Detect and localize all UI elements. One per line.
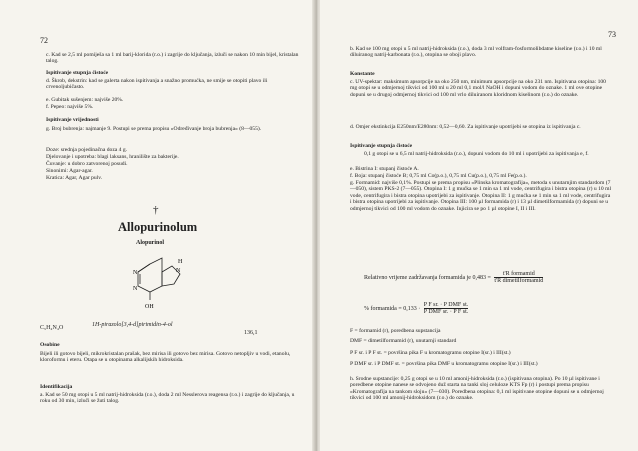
item-f-text: f. Pepeo: najviše 5%. (46, 104, 94, 110)
monograph-title: Allopurinolum (118, 220, 198, 234)
structure-diagram (130, 250, 200, 312)
rrt-prefix: Relativno vrijeme zadržavanja formamida je 0,483 = (364, 274, 491, 281)
heading-identification: Identifikacija (40, 384, 73, 390)
pct-denominator: P DMF sr. · P F st. (423, 309, 469, 315)
item-f-text: f. Boja: stupanj čistoće B; 0,75 ml Co(p.o.), 0,75 ml Cu(p.o.), 0,75 ml Fe(p.o.). (350, 173, 527, 179)
definition-pdmf: P DMF sr. i P DMF st. = površina pika DMF u kromatogramu otopine I(sr.) i III(st.) (350, 361, 538, 367)
rrt-denominator: t'R dimetilformamid (494, 278, 544, 284)
definition-f: F = formamid (r), poredbena supstancija (350, 328, 441, 334)
pct-prefix: % formamida = 0,133 · (364, 305, 421, 312)
heading-purity: Ispitivanje stupnja čistoće (350, 143, 413, 149)
atom-oh-label: OH (145, 304, 154, 310)
atom-h-label: H (178, 259, 183, 265)
action-text: Djelovanje i upotreba: blagi laksans, hranilište za bakterije. (46, 154, 179, 160)
item-a-text: a. Kad se 50 mg otopi u 5 ml natrij-hidroksida (r.o.), doda 2 ml Nesslerova reagensa (r.o.) i zagrije do ključanja, u roku od 30 min, izluči se žuti talog. (40, 392, 295, 405)
atom-n3-label: N (176, 268, 181, 274)
rrt-equation (364, 271, 543, 284)
item-d-text: d. Omjer ekstinkcija E250nm/E280nm: 0,52—0,60. Za ispitivanje upotrijebi se otopina iz ispitivanja c. (350, 124, 581, 130)
atom-n2-label: N (133, 286, 138, 292)
atom-n1-label: N (133, 270, 138, 276)
heading-assay: Ispitivanje vrijednosti (46, 117, 99, 123)
page-number: 72 (40, 36, 48, 45)
doses-text: Doze: srednja pojedinačna doza 4 g. (46, 147, 128, 153)
monograph-subtitle: Alopurinol (136, 240, 165, 246)
iupac-name: 1H-pirazolo[3,4-d]pirimidin-4-ol (92, 322, 173, 328)
definition-pf: P F sr. i P F st. = površina pika F u kromatogramu otopine I(sr.) i III(st.) (350, 350, 511, 356)
molecular-formula: C₅H₄N₄O (40, 325, 64, 331)
molecular-weight: 136,1 (244, 330, 258, 336)
pct-fraction (424, 302, 469, 315)
right-page (320, 0, 638, 451)
pct-numerator: P F sr. · P DMF st. (423, 302, 469, 308)
rrt-fraction (494, 271, 543, 284)
formamide-equation (364, 302, 468, 315)
item-g-text: g. Formamid: najviše 0,1%. Postupi se prema propisu »Plinska kromatografija«, metoda s unutarnjim standardom (7—050), sistem PKS-2 (7—055). Otopina I: 1 g mućka se 1 min sa 1 ml vode, centrifugira i bistra otopina (r) u 10 ml vode, centrifugira i bistra otopina upotrijebi za ispitivanje. Otopina II: 1 g mućka se 1 min sa 1 ml vode, centrifugira i bistra otopina upotrijebi za ispitivanje. Otopina III: 100 µl formamida (r) i 13 µl dimetilformamida (r) dopuni se u odmjernoj tikvici od 100 ml vodom do oznake. Injicira se po 1 µl otopine I, II i III. (350, 180, 611, 212)
synonyms-text: Sinonimi: Agar-agar. (46, 168, 93, 174)
item-e-text: e. Bistrina I: stupanj čistoće A. (350, 166, 419, 172)
item-h-text: h. Srodne supstancije: 0,25 g otopi se u 10 ml amonij-hidroksida (r.o.) (ispitivana otopina). Po 10 µl ispitivane i poredbene otopine nanese se odvojeno duž starta na tanki sloj celuloze KTS Fp (r) i postupi prema propisu »Kromatografija na tankom sloju« (7—030). Poredbena otopina: 0,1 ml ispitivane otopine dopuni se u odmjernoj tikvici od 100 ml amonij-hidroksidom (r.o.) do oznake. (350, 376, 604, 402)
left-page (0, 0, 314, 451)
page-number: 73 (608, 30, 616, 39)
properties-text: Bijeli ili gotovo bijeli, mikrokristalan prašak, bez mirisa ili gotovo bez mirisa. Gotovo netopljiv u vodi, etanolu, kloroformu i eteru. Otapa se u otopinama alkalijskih hidroksida. (40, 351, 291, 364)
heading-purity: Ispitivanje stupnja čistoće (46, 70, 109, 76)
item-e-text: e. Gubitak sušenjem: najviše 20%. (46, 97, 124, 103)
item-g-text: g. Broj bubrenja: najmanje 9. Postupi se prema propisu »Određivanje broja bubrenja« (8—055). (46, 126, 262, 132)
abbreviation-text: Kratica: Agar, Agar pulv. (46, 175, 103, 181)
item-b-text: b. Kad se 100 mg otopi u 5 ml natrij-hidroksida (r.o.), doda 3 ml volfram-fosformolibdatne kiseline (r.o.) i 10 ml diluiranog natrij-karbonata (r.o.), otopina se oboji plavo. (350, 46, 602, 59)
storage-text: Čuvanje: u dobro zatvorenoj posudi. (46, 161, 128, 167)
structure-bonds (138, 258, 180, 300)
item-c-text: c. Kad se 2,5 ml pomiješa sa 1 ml barij-klorida (r.o.) i zagrije do ključanja, izluči se nakon 10 min bijel, kristalan talog. (46, 52, 299, 65)
purity-intro-text: 0,1 g otopi se u 6,5 ml natrij-hidroksida (r.o.), dopuni vodom do 10 ml i upotrijebi za ispitivanja e, f. (364, 151, 589, 157)
poison-cross-icon: † (153, 204, 159, 216)
item-c-text: c. UV-spektar: maksimum apsorpcije na oko 250 nm, minimum apsorpcije na oko 231 nm. Ispitivana otopina: 100 mg otopi se u odmjernoj tikvici od 100 ml u 20 ml 0,1 mol/l NaOH i dopuni vodom do oznake. 1 ml ove otopine dopuni se u drugoj odmjernoj tikvici od 100 ml vrlo diluiranom kloridnom kiselinom (r.o.) do oznake. (350, 79, 606, 98)
item-d-text: d. Škrob, dekstrin: kad se galerta nakon ispitivanja a snažno promućka, ne smije se otopiti plavo ili crvenoljubičasto. (46, 78, 268, 91)
heading-constants: Konstante (350, 71, 375, 77)
heading-properties: Osobine (40, 342, 60, 348)
definition-dmf: DMF = dimetilformamid (r), unutarnji standard (350, 338, 457, 344)
rrt-numerator: t'R formamid (502, 271, 535, 277)
